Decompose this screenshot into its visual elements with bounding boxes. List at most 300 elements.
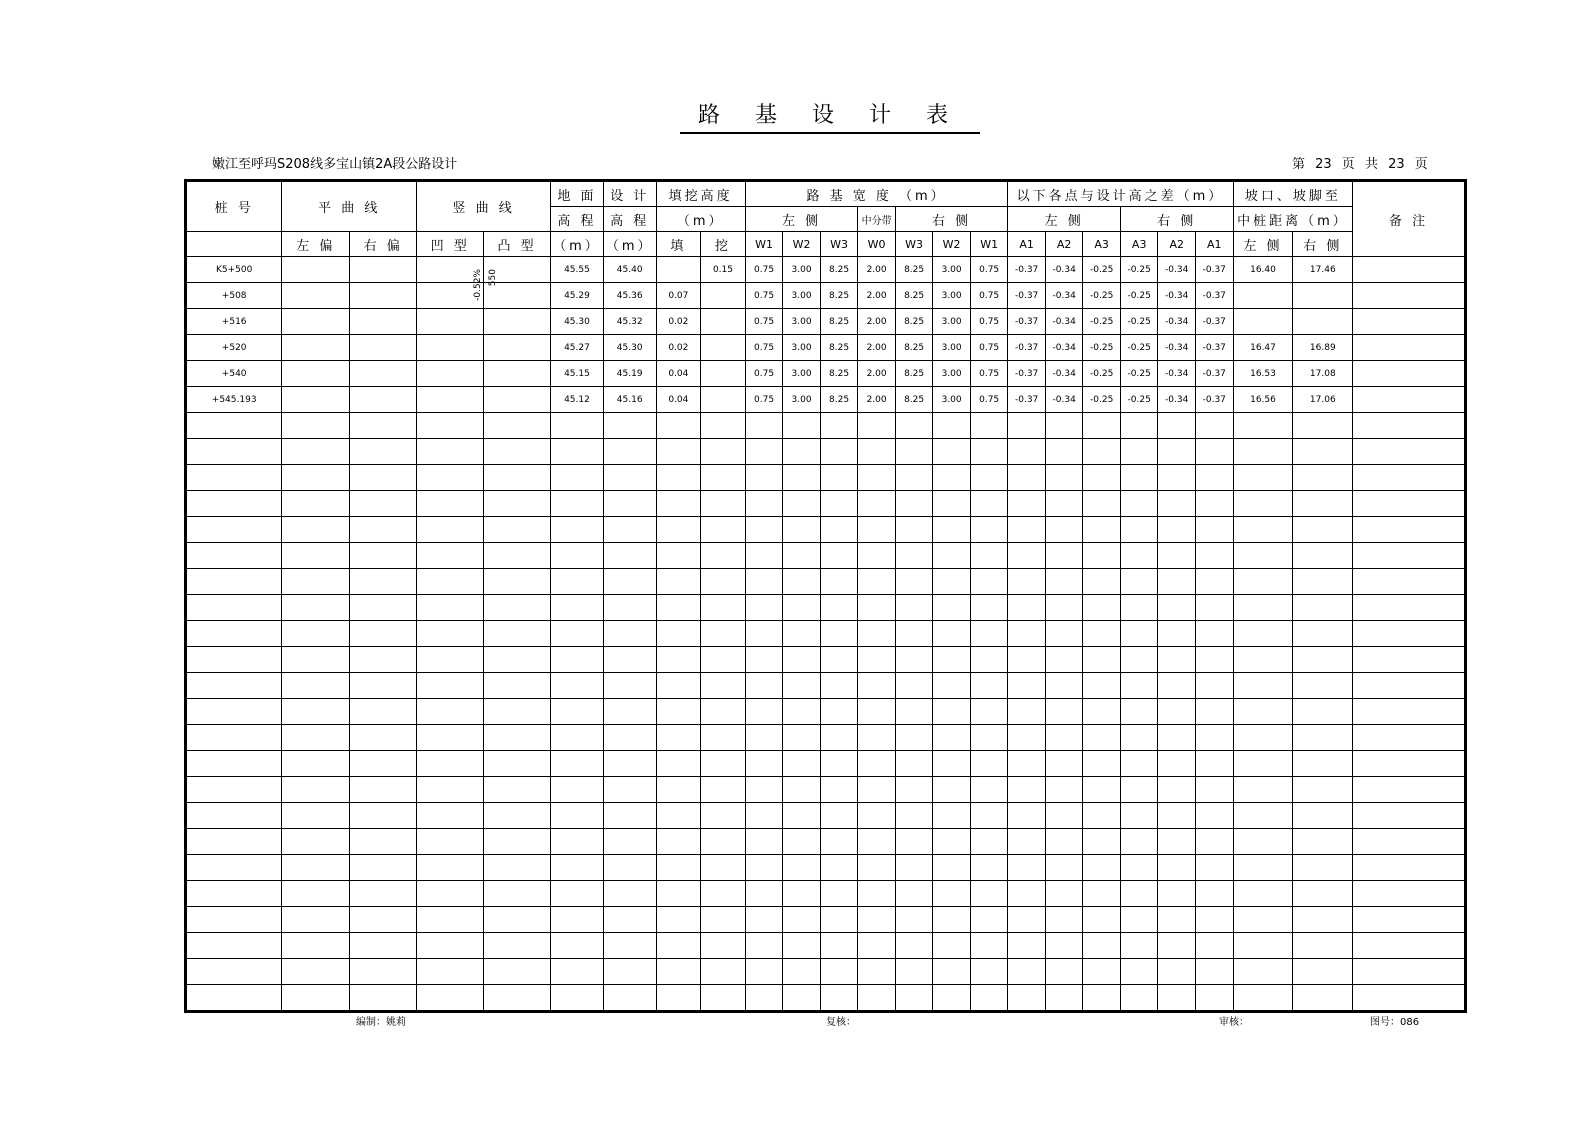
right-offset-cell: [350, 569, 417, 595]
diff-a3-right-cell: [1120, 673, 1158, 699]
diff-a1-left-cell: [1008, 881, 1046, 907]
diff-a2-right-cell: [1158, 595, 1196, 621]
table-row: [186, 751, 1466, 777]
slope-left-cell: [1233, 595, 1293, 621]
remarks-cell: [1353, 309, 1466, 335]
diff-a1-right-cell: [1195, 569, 1233, 595]
width-w3-right-cell: [895, 777, 933, 803]
header-w0: W0: [858, 232, 896, 257]
width-w1-left-cell: [745, 933, 783, 959]
width-w1-left-cell: [745, 725, 783, 751]
cut-cell: 0.15: [701, 257, 746, 283]
slope-left-cell: [1233, 985, 1293, 1012]
diff-a2-right-cell: [1158, 491, 1196, 517]
design-elev-cell: 45.30: [603, 335, 656, 361]
width-w1-right-cell: [970, 881, 1008, 907]
diff-a2-left-cell: [1045, 647, 1083, 673]
stake-cell: [186, 621, 282, 647]
concave-cell: [417, 725, 484, 751]
width-w3-left-cell: 8.25: [820, 361, 858, 387]
header-design-elev-2: 高 程: [603, 207, 656, 232]
diff-a1-right-cell: [1195, 647, 1233, 673]
design-elev-cell: [603, 491, 656, 517]
width-w1-right-cell: [970, 491, 1008, 517]
width-w0-cell: 2.00: [858, 283, 896, 309]
concave-cell: [417, 907, 484, 933]
diff-a2-right-cell: [1158, 959, 1196, 985]
cut-cell: [701, 959, 746, 985]
width-w1-left-cell: [745, 595, 783, 621]
header-a1-left: A1: [1008, 232, 1046, 257]
header-slope-1: 坡口、坡脚至: [1233, 181, 1353, 207]
concave-cell: [417, 647, 484, 673]
width-w2-left-cell: [783, 829, 821, 855]
ground-elev-cell: [551, 595, 604, 621]
width-w3-left-cell: [820, 881, 858, 907]
left-offset-cell: [282, 387, 350, 413]
convex-cell: [484, 283, 551, 309]
cut-cell: [701, 881, 746, 907]
left-offset-cell: [282, 621, 350, 647]
diff-a2-left-cell: -0.34: [1045, 283, 1083, 309]
width-w1-right-cell: [970, 777, 1008, 803]
ground-elev-cell: [551, 439, 604, 465]
width-w1-left-cell: [745, 439, 783, 465]
width-w0-cell: [858, 829, 896, 855]
slope-left-cell: [1233, 699, 1293, 725]
remarks-cell: [1353, 387, 1466, 413]
width-w1-right-cell: [970, 465, 1008, 491]
stake-cell: [186, 595, 282, 621]
width-w3-left-cell: 8.25: [820, 257, 858, 283]
width-w1-right-cell: [970, 855, 1008, 881]
cut-cell: [701, 621, 746, 647]
convex-cell: [484, 439, 551, 465]
table-row: [186, 283, 1466, 309]
diff-a3-left-cell: [1083, 621, 1121, 647]
width-w2-left-cell: [783, 881, 821, 907]
width-w0-cell: [858, 621, 896, 647]
cut-cell: [701, 855, 746, 881]
width-w1-left-cell: [745, 465, 783, 491]
width-w1-left-cell: [745, 673, 783, 699]
fill-cell: [656, 543, 701, 569]
stake-cell: K5+500: [186, 257, 282, 283]
slope-left-cell: [1233, 855, 1293, 881]
width-w3-left-cell: [820, 439, 858, 465]
remarks-cell: [1353, 517, 1466, 543]
diff-a3-left-cell: [1083, 881, 1121, 907]
diff-a2-left-cell: [1045, 543, 1083, 569]
diff-a2-right-cell: [1158, 543, 1196, 569]
width-w2-right-cell: [933, 803, 971, 829]
left-offset-cell: [282, 647, 350, 673]
diff-a3-right-cell: [1120, 595, 1158, 621]
remarks-cell: [1353, 491, 1466, 517]
header-ground-elev-1: 地 面: [551, 181, 604, 207]
header-w3-right: W3: [895, 232, 933, 257]
table-row: [186, 907, 1466, 933]
diff-a2-left-cell: [1045, 491, 1083, 517]
width-w1-right-cell: [970, 517, 1008, 543]
width-w2-left-cell: [783, 673, 821, 699]
diff-a2-right-cell: [1158, 517, 1196, 543]
diff-a2-right-cell: [1158, 777, 1196, 803]
diff-a3-left-cell: -0.25: [1083, 283, 1121, 309]
left-offset-cell: [282, 439, 350, 465]
cut-cell: [701, 413, 746, 439]
width-w3-right-cell: [895, 985, 933, 1012]
stake-cell: [186, 985, 282, 1012]
diff-a1-left-cell: [1008, 673, 1046, 699]
diff-a3-left-cell: [1083, 933, 1121, 959]
convex-cell: [484, 803, 551, 829]
stake-cell: [186, 907, 282, 933]
table-row: [186, 777, 1466, 803]
diff-a2-left-cell: [1045, 439, 1083, 465]
diff-a2-right-cell: -0.34: [1158, 335, 1196, 361]
header-stake-blank: [186, 232, 282, 257]
design-elev-cell: [603, 439, 656, 465]
slope-right-cell: [1293, 933, 1353, 959]
stake-cell: [186, 829, 282, 855]
stake-cell: [186, 855, 282, 881]
diff-a3-left-cell: [1083, 959, 1121, 985]
slope-left-cell: [1233, 725, 1293, 751]
design-elev-cell: [603, 855, 656, 881]
diff-a2-left-cell: -0.34: [1045, 257, 1083, 283]
stake-cell: [186, 881, 282, 907]
diff-a3-left-cell: [1083, 725, 1121, 751]
slope-right-cell: [1293, 907, 1353, 933]
convex-cell: [484, 699, 551, 725]
ground-elev-cell: [551, 569, 604, 595]
cut-cell: [701, 491, 746, 517]
diff-a1-left-cell: [1008, 985, 1046, 1012]
diff-a2-right-cell: -0.34: [1158, 257, 1196, 283]
fill-cell: [656, 517, 701, 543]
header-diff: 以下各点与设计高之差（m）: [1008, 181, 1233, 207]
width-w1-left-cell: 0.75: [745, 387, 783, 413]
fill-cell: 0.02: [656, 335, 701, 361]
remarks-cell: [1353, 569, 1466, 595]
convex-cell: [484, 855, 551, 881]
fill-cell: 0.04: [656, 361, 701, 387]
diff-a2-left-cell: -0.34: [1045, 309, 1083, 335]
diff-a2-left-cell: [1045, 933, 1083, 959]
convex-cell: [484, 959, 551, 985]
design-elev-cell: [603, 673, 656, 699]
left-offset-cell: [282, 777, 350, 803]
ground-elev-cell: 45.15: [551, 361, 604, 387]
ground-elev-cell: [551, 907, 604, 933]
stake-cell: [186, 543, 282, 569]
diff-a3-left-cell: [1083, 465, 1121, 491]
width-w0-cell: [858, 439, 896, 465]
width-w0-cell: [858, 959, 896, 985]
fill-cell: 0.04: [656, 387, 701, 413]
stake-cell: [186, 569, 282, 595]
width-w3-left-cell: [820, 907, 858, 933]
convex-cell: [484, 335, 551, 361]
slope-right-cell: [1293, 543, 1353, 569]
stake-cell: [186, 803, 282, 829]
ground-elev-cell: 45.55: [551, 257, 604, 283]
design-elev-cell: [603, 621, 656, 647]
width-w0-cell: [858, 465, 896, 491]
width-w2-right-cell: [933, 881, 971, 907]
convex-cell: [484, 595, 551, 621]
diff-a2-left-cell: [1045, 959, 1083, 985]
header-vertical-curve: 竖 曲 线: [417, 181, 551, 232]
width-w0-cell: [858, 491, 896, 517]
design-elev-cell: [603, 907, 656, 933]
width-w1-right-cell: 0.75: [970, 361, 1008, 387]
slope-left-cell: 16.56: [1233, 387, 1293, 413]
ground-elev-cell: [551, 881, 604, 907]
slope-right-cell: [1293, 985, 1353, 1012]
design-elev-cell: [603, 465, 656, 491]
right-offset-cell: [350, 777, 417, 803]
slope-right-cell: [1293, 855, 1353, 881]
width-w3-left-cell: [820, 699, 858, 725]
width-w3-right-cell: [895, 829, 933, 855]
diff-a3-left-cell: -0.25: [1083, 387, 1121, 413]
width-w3-right-cell: [895, 439, 933, 465]
convex-cell: [484, 361, 551, 387]
diff-a2-left-cell: [1045, 907, 1083, 933]
concave-cell: [417, 751, 484, 777]
fill-cell: [656, 829, 701, 855]
width-w2-right-cell: [933, 777, 971, 803]
width-w2-left-cell: [783, 595, 821, 621]
remarks-cell: [1353, 751, 1466, 777]
width-w1-right-cell: [970, 439, 1008, 465]
table-row: [186, 881, 1466, 907]
stake-cell: [186, 413, 282, 439]
slope-left-cell: [1233, 907, 1293, 933]
width-w2-left-cell: [783, 985, 821, 1012]
width-w1-left-cell: [745, 881, 783, 907]
width-w2-right-cell: [933, 751, 971, 777]
diff-a1-left-cell: [1008, 855, 1046, 881]
ground-elev-cell: [551, 517, 604, 543]
diff-a2-right-cell: [1158, 439, 1196, 465]
table-row: [186, 257, 1466, 283]
width-w2-right-cell: [933, 621, 971, 647]
header-design-unit: （m）: [603, 232, 656, 257]
width-w3-right-cell: [895, 621, 933, 647]
diff-a2-left-cell: [1045, 725, 1083, 751]
width-w2-right-cell: 3.00: [933, 335, 971, 361]
right-offset-cell: [350, 647, 417, 673]
width-w1-left-cell: [745, 543, 783, 569]
right-offset-cell: [350, 881, 417, 907]
width-w3-right-cell: 8.25: [895, 309, 933, 335]
cut-cell: [701, 283, 746, 309]
left-offset-cell: [282, 309, 350, 335]
design-elev-cell: [603, 595, 656, 621]
slope-right-cell: [1293, 829, 1353, 855]
convex-cell: [484, 491, 551, 517]
stake-cell: [186, 933, 282, 959]
left-offset-cell: [282, 725, 350, 751]
width-w2-left-cell: [783, 751, 821, 777]
diff-a3-left-cell: -0.25: [1083, 335, 1121, 361]
table-row: [186, 465, 1466, 491]
diff-a2-left-cell: [1045, 803, 1083, 829]
diff-a1-right-cell: [1195, 465, 1233, 491]
right-offset-cell: [350, 725, 417, 751]
diff-a1-right-cell: [1195, 595, 1233, 621]
diff-a1-left-cell: [1008, 803, 1046, 829]
width-w3-left-cell: [820, 985, 858, 1012]
stake-cell: +508: [186, 283, 282, 309]
diff-a3-right-cell: [1120, 751, 1158, 777]
ground-elev-cell: [551, 647, 604, 673]
ground-elev-cell: [551, 699, 604, 725]
design-elev-cell: [603, 829, 656, 855]
remarks-cell: [1353, 933, 1466, 959]
remarks-cell: [1353, 829, 1466, 855]
width-w2-right-cell: [933, 439, 971, 465]
diff-a3-left-cell: [1083, 413, 1121, 439]
concave-cell: [417, 803, 484, 829]
design-elev-cell: [603, 959, 656, 985]
diff-a2-left-cell: [1045, 699, 1083, 725]
header-slope-left: 左 侧: [1233, 232, 1293, 257]
width-w0-cell: [858, 413, 896, 439]
header-width: 路 基 宽 度 （m）: [745, 181, 1008, 207]
diff-a3-left-cell: [1083, 985, 1121, 1012]
ground-elev-cell: 45.30: [551, 309, 604, 335]
width-w0-cell: [858, 881, 896, 907]
header-ground-unit: （m）: [551, 232, 604, 257]
concave-cell: [417, 543, 484, 569]
ground-elev-cell: [551, 725, 604, 751]
diff-a1-right-cell: [1195, 543, 1233, 569]
remarks-cell: [1353, 855, 1466, 881]
convex-cell: [484, 647, 551, 673]
ground-elev-cell: [551, 829, 604, 855]
convex-cell: [484, 569, 551, 595]
right-offset-cell: [350, 621, 417, 647]
diff-a2-right-cell: [1158, 985, 1196, 1012]
slope-right-cell: [1293, 725, 1353, 751]
header-diff-right: 右 侧: [1120, 207, 1233, 232]
remarks-cell: [1353, 673, 1466, 699]
left-offset-cell: [282, 491, 350, 517]
diff-a1-right-cell: -0.37: [1195, 387, 1233, 413]
concave-cell: [417, 595, 484, 621]
diff-a1-left-cell: [1008, 465, 1046, 491]
stake-cell: [186, 439, 282, 465]
width-w3-left-cell: [820, 803, 858, 829]
diff-a1-right-cell: [1195, 855, 1233, 881]
stake-cell: [186, 491, 282, 517]
cut-cell: [701, 725, 746, 751]
vc-radius-note: 550: [488, 269, 499, 287]
design-elev-cell: [603, 699, 656, 725]
width-w1-left-cell: 0.75: [745, 257, 783, 283]
width-w2-right-cell: [933, 699, 971, 725]
diff-a3-right-cell: [1120, 907, 1158, 933]
right-offset-cell: [350, 907, 417, 933]
diff-a2-right-cell: [1158, 881, 1196, 907]
width-w3-left-cell: [820, 569, 858, 595]
diff-a2-left-cell: [1045, 569, 1083, 595]
fill-cell: [656, 569, 701, 595]
diff-a1-left-cell: [1008, 491, 1046, 517]
width-w1-left-cell: [745, 699, 783, 725]
width-w3-right-cell: [895, 465, 933, 491]
left-offset-cell: [282, 855, 350, 881]
header-median: 中分带: [858, 207, 896, 232]
diff-a3-right-cell: [1120, 621, 1158, 647]
diff-a1-left-cell: [1008, 595, 1046, 621]
fill-cell: [656, 491, 701, 517]
right-offset-cell: [350, 543, 417, 569]
left-offset-cell: [282, 803, 350, 829]
left-offset-cell: [282, 517, 350, 543]
width-w0-cell: 2.00: [858, 309, 896, 335]
ground-elev-cell: [551, 465, 604, 491]
fill-cell: [656, 621, 701, 647]
diff-a3-left-cell: -0.25: [1083, 309, 1121, 335]
width-w1-left-cell: [745, 751, 783, 777]
diff-a1-right-cell: -0.37: [1195, 335, 1233, 361]
width-w0-cell: 2.00: [858, 361, 896, 387]
title-underline: [680, 132, 980, 134]
header-w3-left: W3: [820, 232, 858, 257]
convex-cell: [484, 543, 551, 569]
remarks-cell: [1353, 725, 1466, 751]
ground-elev-cell: [551, 855, 604, 881]
diff-a1-left-cell: -0.37: [1008, 309, 1046, 335]
design-elev-cell: [603, 543, 656, 569]
remarks-cell: [1353, 777, 1466, 803]
convex-cell: [484, 387, 551, 413]
right-offset-cell: [350, 595, 417, 621]
diff-a3-right-cell: [1120, 959, 1158, 985]
width-w0-cell: [858, 907, 896, 933]
diff-a3-left-cell: [1083, 855, 1121, 881]
diff-a3-right-cell: [1120, 413, 1158, 439]
convex-cell: [484, 907, 551, 933]
diff-a3-right-cell: [1120, 465, 1158, 491]
diff-a1-right-cell: [1195, 491, 1233, 517]
width-w1-left-cell: [745, 829, 783, 855]
design-elev-cell: 45.36: [603, 283, 656, 309]
width-w2-left-cell: [783, 907, 821, 933]
width-w0-cell: [858, 777, 896, 803]
width-w1-left-cell: [745, 491, 783, 517]
slope-right-cell: [1293, 569, 1353, 595]
header-w2-right: W2: [933, 232, 971, 257]
design-elev-cell: 45.32: [603, 309, 656, 335]
diff-a2-right-cell: [1158, 829, 1196, 855]
concave-cell: [417, 933, 484, 959]
slope-left-cell: [1233, 959, 1293, 985]
header-fill-cut-unit: （m）: [656, 207, 745, 232]
width-w2-right-cell: 3.00: [933, 309, 971, 335]
table-row: [186, 829, 1466, 855]
diff-a1-left-cell: [1008, 413, 1046, 439]
concave-cell: [417, 465, 484, 491]
design-elev-cell: 45.40: [603, 257, 656, 283]
width-w0-cell: [858, 699, 896, 725]
diff-a1-right-cell: [1195, 881, 1233, 907]
